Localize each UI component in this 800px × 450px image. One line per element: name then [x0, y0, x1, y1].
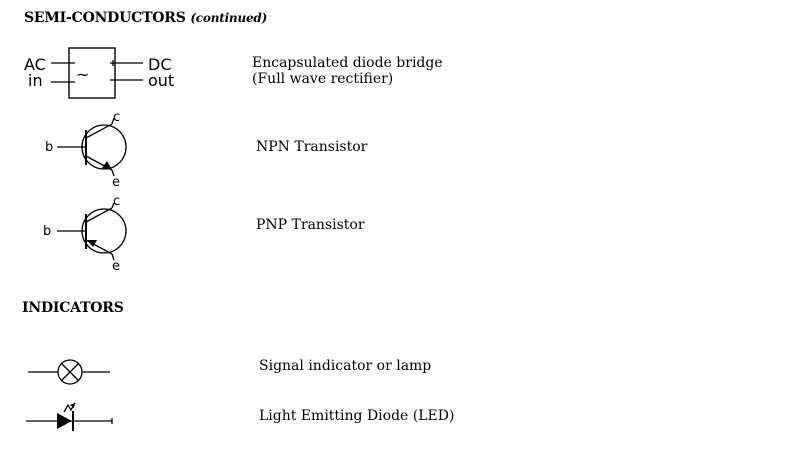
section-title-indicators: INDICATORS	[22, 300, 124, 316]
pnp-description: PNP Transistor	[256, 217, 365, 233]
npn-label-c: c	[113, 110, 121, 125]
diode-bridge-desc-line1: Encapsulated diode bridge	[252, 55, 443, 71]
semiconductors-title: SEMI-CONDUCTORS	[24, 10, 186, 26]
npn-label-b: b	[45, 140, 54, 155]
lamp-description: Signal indicator or lamp	[259, 358, 432, 374]
label-out: out	[148, 71, 175, 90]
semiconductors-subtitle: (continued)	[190, 11, 268, 25]
diode-bridge-symbol	[24, 48, 174, 98]
pnp-label-e: e	[112, 259, 120, 274]
pnp-label-b: b	[43, 224, 52, 239]
label-dc: DC	[148, 55, 172, 74]
pnp-transistor-symbol	[43, 194, 126, 274]
led-symbol	[26, 403, 112, 431]
diode-bridge-desc-line2: (Full wave rectifier)	[252, 71, 394, 87]
tilde-icon: ~	[76, 65, 90, 84]
pnp-label-c: c	[113, 194, 121, 209]
led-triangle-icon	[57, 413, 72, 429]
npn-description: NPN Transistor	[256, 139, 368, 155]
npn-envelope	[82, 125, 126, 169]
npn-label-e: e	[112, 175, 120, 190]
label-ac: AC	[24, 55, 46, 74]
pnp-envelope	[82, 209, 126, 253]
npn-transistor-symbol	[45, 110, 126, 190]
lamp-symbol	[28, 360, 110, 384]
label-in: in	[28, 71, 43, 90]
led-description: Light Emitting Diode (LED)	[259, 408, 455, 424]
